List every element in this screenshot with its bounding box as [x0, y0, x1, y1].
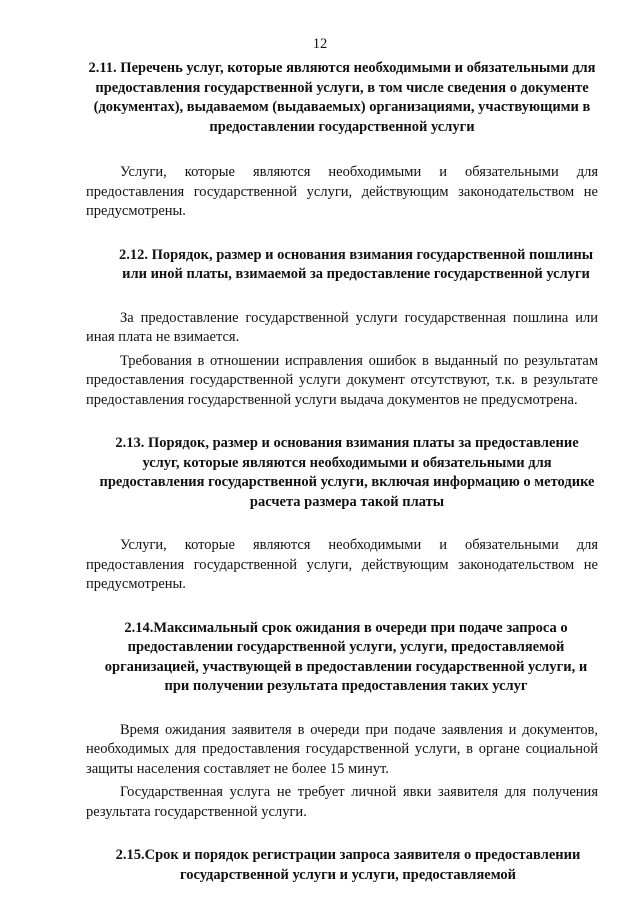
section-paragraph: Время ожидания заявителя в очереди при подаче заявления и документов, необходимых для предоставления государственной услуги, в органе социальной защиты населения составляет не более 15 минут.: [86, 721, 598, 777]
section-heading-2-15: 2.15.Срок и порядок регистрации запроса заявителя о предоставлении государственной услуги и услуги, предоставляемой: [115, 847, 581, 883]
section-heading-2-13: 2.13. Порядок, размер и основания взимания платы за предоставление услуг, которые являются необходимыми и обязательными для предоставления государственной услуги, включая информацию о методике расчета размера такой платы: [99, 435, 595, 510]
section-paragraph: За предоставление государственной услуги государственная пошлина или иная плата не взимается.: [86, 309, 598, 345]
document-body: [86, 59, 598, 885]
section-paragraph: Государственная услуга не требует личной явки заявителя для получения результата государственной услуги.: [86, 784, 598, 820]
section-paragraph: Услуги, которые являются необходимыми и обязательными для предоставления государственной услуги, действующим законодательством не предусмотрены.: [86, 164, 598, 219]
section-paragraph: Требования в отношении исправления ошибок в выданный по результатам предоставления государственной услуги документ отсутствуют, т.к. в результате предоставления государственной услуги выдача документов не предусмотрена.: [86, 352, 598, 408]
page-number: 12: [312, 36, 328, 52]
section-paragraph: Услуги, которые являются необходимыми и обязательными для предоставления государственной услуги, действующим законодательством не предусмотрены.: [86, 537, 598, 592]
section-heading-2-12: 2.12. Порядок, размер и основания взимания государственной пошлины или иной платы, взимаемой за предоставление государственной услуги: [118, 246, 594, 282]
section-heading-2-14: 2.14.Максимальный срок ожидания в очереди при подаче запроса о предоставлении государственной услуги, услуги, предоставляемой организацией, участвующей в предоставлении государственной услуги, и при получении результата предоставления таких услуг: [104, 619, 588, 694]
section-heading-2-11: 2.11. Перечень услуг, которые являются необходимыми и обязательными для предоставления государственной услуги, в том числе сведения о документе (документах), выдаваемом (выдаваемых) организациями, участвующими в предоставлении государственной услуги: [88, 60, 596, 135]
